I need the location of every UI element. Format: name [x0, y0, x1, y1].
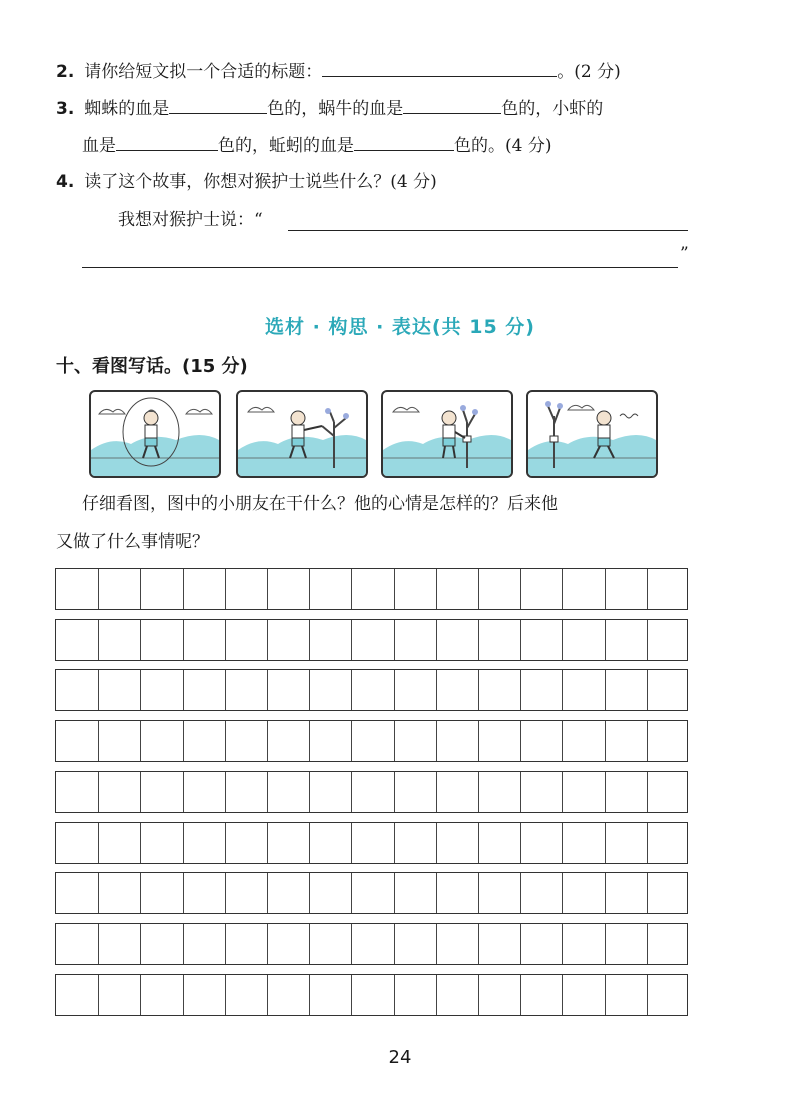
grid-cell-divider — [562, 670, 563, 710]
grid-cell-divider — [267, 772, 268, 812]
grid-cell-divider — [183, 721, 184, 761]
question-number: 3. — [56, 99, 75, 119]
spider-blood-blank[interactable] — [169, 95, 267, 114]
grid-cell-divider — [520, 620, 521, 660]
grid-cell-divider — [351, 873, 352, 913]
grid-cell-divider — [351, 620, 352, 660]
boy-walking-happily-illustration — [528, 392, 656, 476]
grid-cell-divider — [478, 823, 479, 863]
grid-row[interactable] — [55, 568, 688, 610]
grid-cell-divider — [520, 670, 521, 710]
picture-panel-3 — [381, 390, 513, 478]
grid-cell-divider — [605, 975, 606, 1015]
grid-cell-divider — [394, 670, 395, 710]
grid-cell-divider — [647, 873, 648, 913]
grid-cell-divider — [183, 569, 184, 609]
grid-cell-divider — [351, 924, 352, 964]
grid-cell-divider — [351, 721, 352, 761]
grid-cell-divider — [309, 569, 310, 609]
grid-cell-divider — [309, 873, 310, 913]
grid-cell-divider — [520, 569, 521, 609]
grid-cell-divider — [478, 569, 479, 609]
grid-cell-divider — [647, 670, 648, 710]
grid-cell-divider — [98, 670, 99, 710]
grid-row[interactable] — [55, 771, 688, 813]
grid-cell-divider — [267, 569, 268, 609]
earthworm-blood-blank[interactable] — [354, 132, 454, 151]
grid-cell-divider — [98, 721, 99, 761]
grid-cell-divider — [605, 721, 606, 761]
grid-cell-divider — [605, 924, 606, 964]
grid-cell-divider — [562, 975, 563, 1015]
grid-cell-divider — [140, 670, 141, 710]
grid-cell-divider — [478, 670, 479, 710]
text-segment: 色的，蜗牛的血是 — [267, 99, 404, 119]
grid-cell-divider — [98, 924, 99, 964]
grid-row[interactable] — [55, 923, 688, 965]
grid-cell-divider — [436, 772, 437, 812]
grid-cell-divider — [478, 924, 479, 964]
grid-row[interactable] — [55, 872, 688, 914]
grid-cell-divider — [267, 823, 268, 863]
grid-cell-divider — [309, 924, 310, 964]
grid-cell-divider — [225, 924, 226, 964]
grid-cell-divider — [562, 620, 563, 660]
text-segment: 色的，蚯蚓的血是 — [218, 136, 354, 156]
grid-cell-divider — [225, 873, 226, 913]
grid-row[interactable] — [55, 974, 688, 1016]
boy-breaking-branch-illustration — [238, 392, 366, 476]
answer-line-1[interactable] — [288, 230, 688, 231]
grid-cell-divider — [562, 721, 563, 761]
grid-cell-divider — [98, 873, 99, 913]
grid-cell-divider — [478, 772, 479, 812]
prompt-line-2: 又做了什么事情呢？ — [56, 532, 209, 552]
snail-blood-blank[interactable] — [403, 95, 501, 114]
grid-cell-divider — [140, 924, 141, 964]
shrimp-blood-blank[interactable] — [116, 132, 218, 151]
grid-cell-divider — [225, 823, 226, 863]
grid-cell-divider — [436, 620, 437, 660]
grid-cell-divider — [520, 975, 521, 1015]
grid-cell-divider — [520, 823, 521, 863]
grid-cell-divider — [351, 823, 352, 863]
score-note: 。(2 分) — [557, 62, 621, 82]
grid-cell-divider — [562, 823, 563, 863]
text-segment: 色的。(4 分) — [454, 136, 552, 156]
grid-cell-divider — [225, 721, 226, 761]
section-title: 选材 · 构思 · 表达(共 15 分) — [265, 316, 535, 338]
grid-cell-divider — [351, 569, 352, 609]
task-heading: 十、看图写话。(15 分) — [56, 356, 248, 377]
grid-cell-divider — [436, 569, 437, 609]
grid-cell-divider — [140, 772, 141, 812]
question-4 — [56, 170, 437, 194]
grid-cell-divider — [605, 823, 606, 863]
grid-cell-divider — [98, 569, 99, 609]
grid-cell-divider — [478, 975, 479, 1015]
grid-cell-divider — [140, 975, 141, 1015]
grid-cell-divider — [225, 620, 226, 660]
grid-cell-divider — [394, 975, 395, 1015]
grid-row[interactable] — [55, 619, 688, 661]
grid-cell-divider — [98, 823, 99, 863]
grid-cell-divider — [309, 975, 310, 1015]
question-number: 2. — [56, 62, 75, 82]
picture-panel-1 — [89, 390, 221, 478]
grid-cell-divider — [267, 873, 268, 913]
grid-cell-divider — [478, 721, 479, 761]
grid-cell-divider — [647, 772, 648, 812]
grid-cell-divider — [98, 620, 99, 660]
question-text: 请你给短文拟一个合适的标题： — [84, 62, 323, 82]
grid-cell-divider — [140, 620, 141, 660]
grid-cell-divider — [140, 721, 141, 761]
grid-cell-divider — [183, 772, 184, 812]
grid-cell-divider — [647, 975, 648, 1015]
grid-cell-divider — [351, 670, 352, 710]
grid-cell-divider — [394, 823, 395, 863]
question-3-line-1 — [56, 95, 603, 121]
grid-cell-divider — [225, 569, 226, 609]
picture-panel-4 — [526, 390, 658, 478]
grid-cell-divider — [520, 924, 521, 964]
grid-cell-divider — [267, 620, 268, 660]
grid-cell-divider — [478, 873, 479, 913]
grid-cell-divider — [140, 873, 141, 913]
picture-panel-2 — [236, 390, 368, 478]
grid-cell-divider — [183, 823, 184, 863]
grid-cell-divider — [647, 721, 648, 761]
grid-cell-divider — [394, 721, 395, 761]
grid-cell-divider — [478, 620, 479, 660]
grid-cell-divider — [140, 823, 141, 863]
grid-cell-divider — [267, 721, 268, 761]
grid-cell-divider — [183, 975, 184, 1015]
grid-cell-divider — [267, 670, 268, 710]
grid-cell-divider — [520, 873, 521, 913]
grid-cell-divider — [520, 721, 521, 761]
text-segment: 色的，小虾的 — [501, 99, 604, 119]
grid-cell-divider — [647, 924, 648, 964]
title-answer-blank[interactable] — [322, 58, 557, 77]
grid-cell-divider — [98, 772, 99, 812]
answer-line-2[interactable] — [82, 267, 678, 268]
grid-cell-divider — [520, 772, 521, 812]
grid-cell-divider — [183, 670, 184, 710]
grid-cell-divider — [436, 670, 437, 710]
grid-cell-divider — [394, 620, 395, 660]
grid-cell-divider — [605, 620, 606, 660]
grid-cell-divider — [605, 873, 606, 913]
grid-cell-divider — [98, 975, 99, 1015]
text-segment: 蜘蛛的血是 — [84, 99, 170, 119]
grid-cell-divider — [605, 569, 606, 609]
grid-cell-divider — [309, 620, 310, 660]
grid-cell-divider — [309, 721, 310, 761]
grid-cell-divider — [183, 620, 184, 660]
grid-cell-divider — [605, 772, 606, 812]
grid-cell-divider — [351, 975, 352, 1015]
grid-cell-divider — [394, 569, 395, 609]
grid-row[interactable] — [55, 822, 688, 864]
grid-cell-divider — [394, 772, 395, 812]
grid-cell-divider — [562, 924, 563, 964]
grid-cell-divider — [267, 975, 268, 1015]
grid-cell-divider — [605, 670, 606, 710]
page-number: 24 — [388, 1047, 412, 1068]
grid-cell-divider — [309, 670, 310, 710]
grid-cell-divider — [225, 772, 226, 812]
grid-cell-divider — [267, 924, 268, 964]
grid-cell-divider — [394, 873, 395, 913]
grid-cell-divider — [436, 924, 437, 964]
boy-bandaging-tree-illustration — [383, 392, 511, 476]
grid-cell-divider — [225, 975, 226, 1015]
grid-cell-divider — [647, 620, 648, 660]
grid-cell-divider — [562, 873, 563, 913]
grid-cell-divider — [436, 873, 437, 913]
grid-cell-divider — [309, 772, 310, 812]
prompt-line-1: 仔细看图，图中的小朋友在干什么？他的心情是怎样的？后来他 — [82, 494, 558, 514]
text-segment: 血是 — [82, 136, 116, 156]
grid-row[interactable] — [55, 720, 688, 762]
question-text: 读了这个故事，你想对猴护士说些什么？(4 分) — [84, 172, 437, 192]
answer-lead: 我想对猴护士说：“ — [118, 210, 263, 230]
question-2 — [56, 58, 621, 84]
grid-cell-divider — [183, 873, 184, 913]
grid-cell-divider — [183, 924, 184, 964]
grid-cell-divider — [225, 670, 226, 710]
grid-cell-divider — [436, 975, 437, 1015]
grid-cell-divider — [436, 823, 437, 863]
question-number: 4. — [56, 172, 75, 192]
grid-cell-divider — [436, 721, 437, 761]
grid-cell-divider — [647, 569, 648, 609]
grid-cell-divider — [647, 823, 648, 863]
question-3-line-2 — [82, 132, 551, 158]
close-quote: ” — [680, 244, 689, 264]
grid-cell-divider — [351, 772, 352, 812]
grid-cell-divider — [562, 569, 563, 609]
grid-row[interactable] — [55, 669, 688, 711]
grid-cell-divider — [562, 772, 563, 812]
boy-skipping-rope-illustration — [91, 392, 219, 476]
grid-cell-divider — [309, 823, 310, 863]
grid-cell-divider — [394, 924, 395, 964]
grid-cell-divider — [140, 569, 141, 609]
